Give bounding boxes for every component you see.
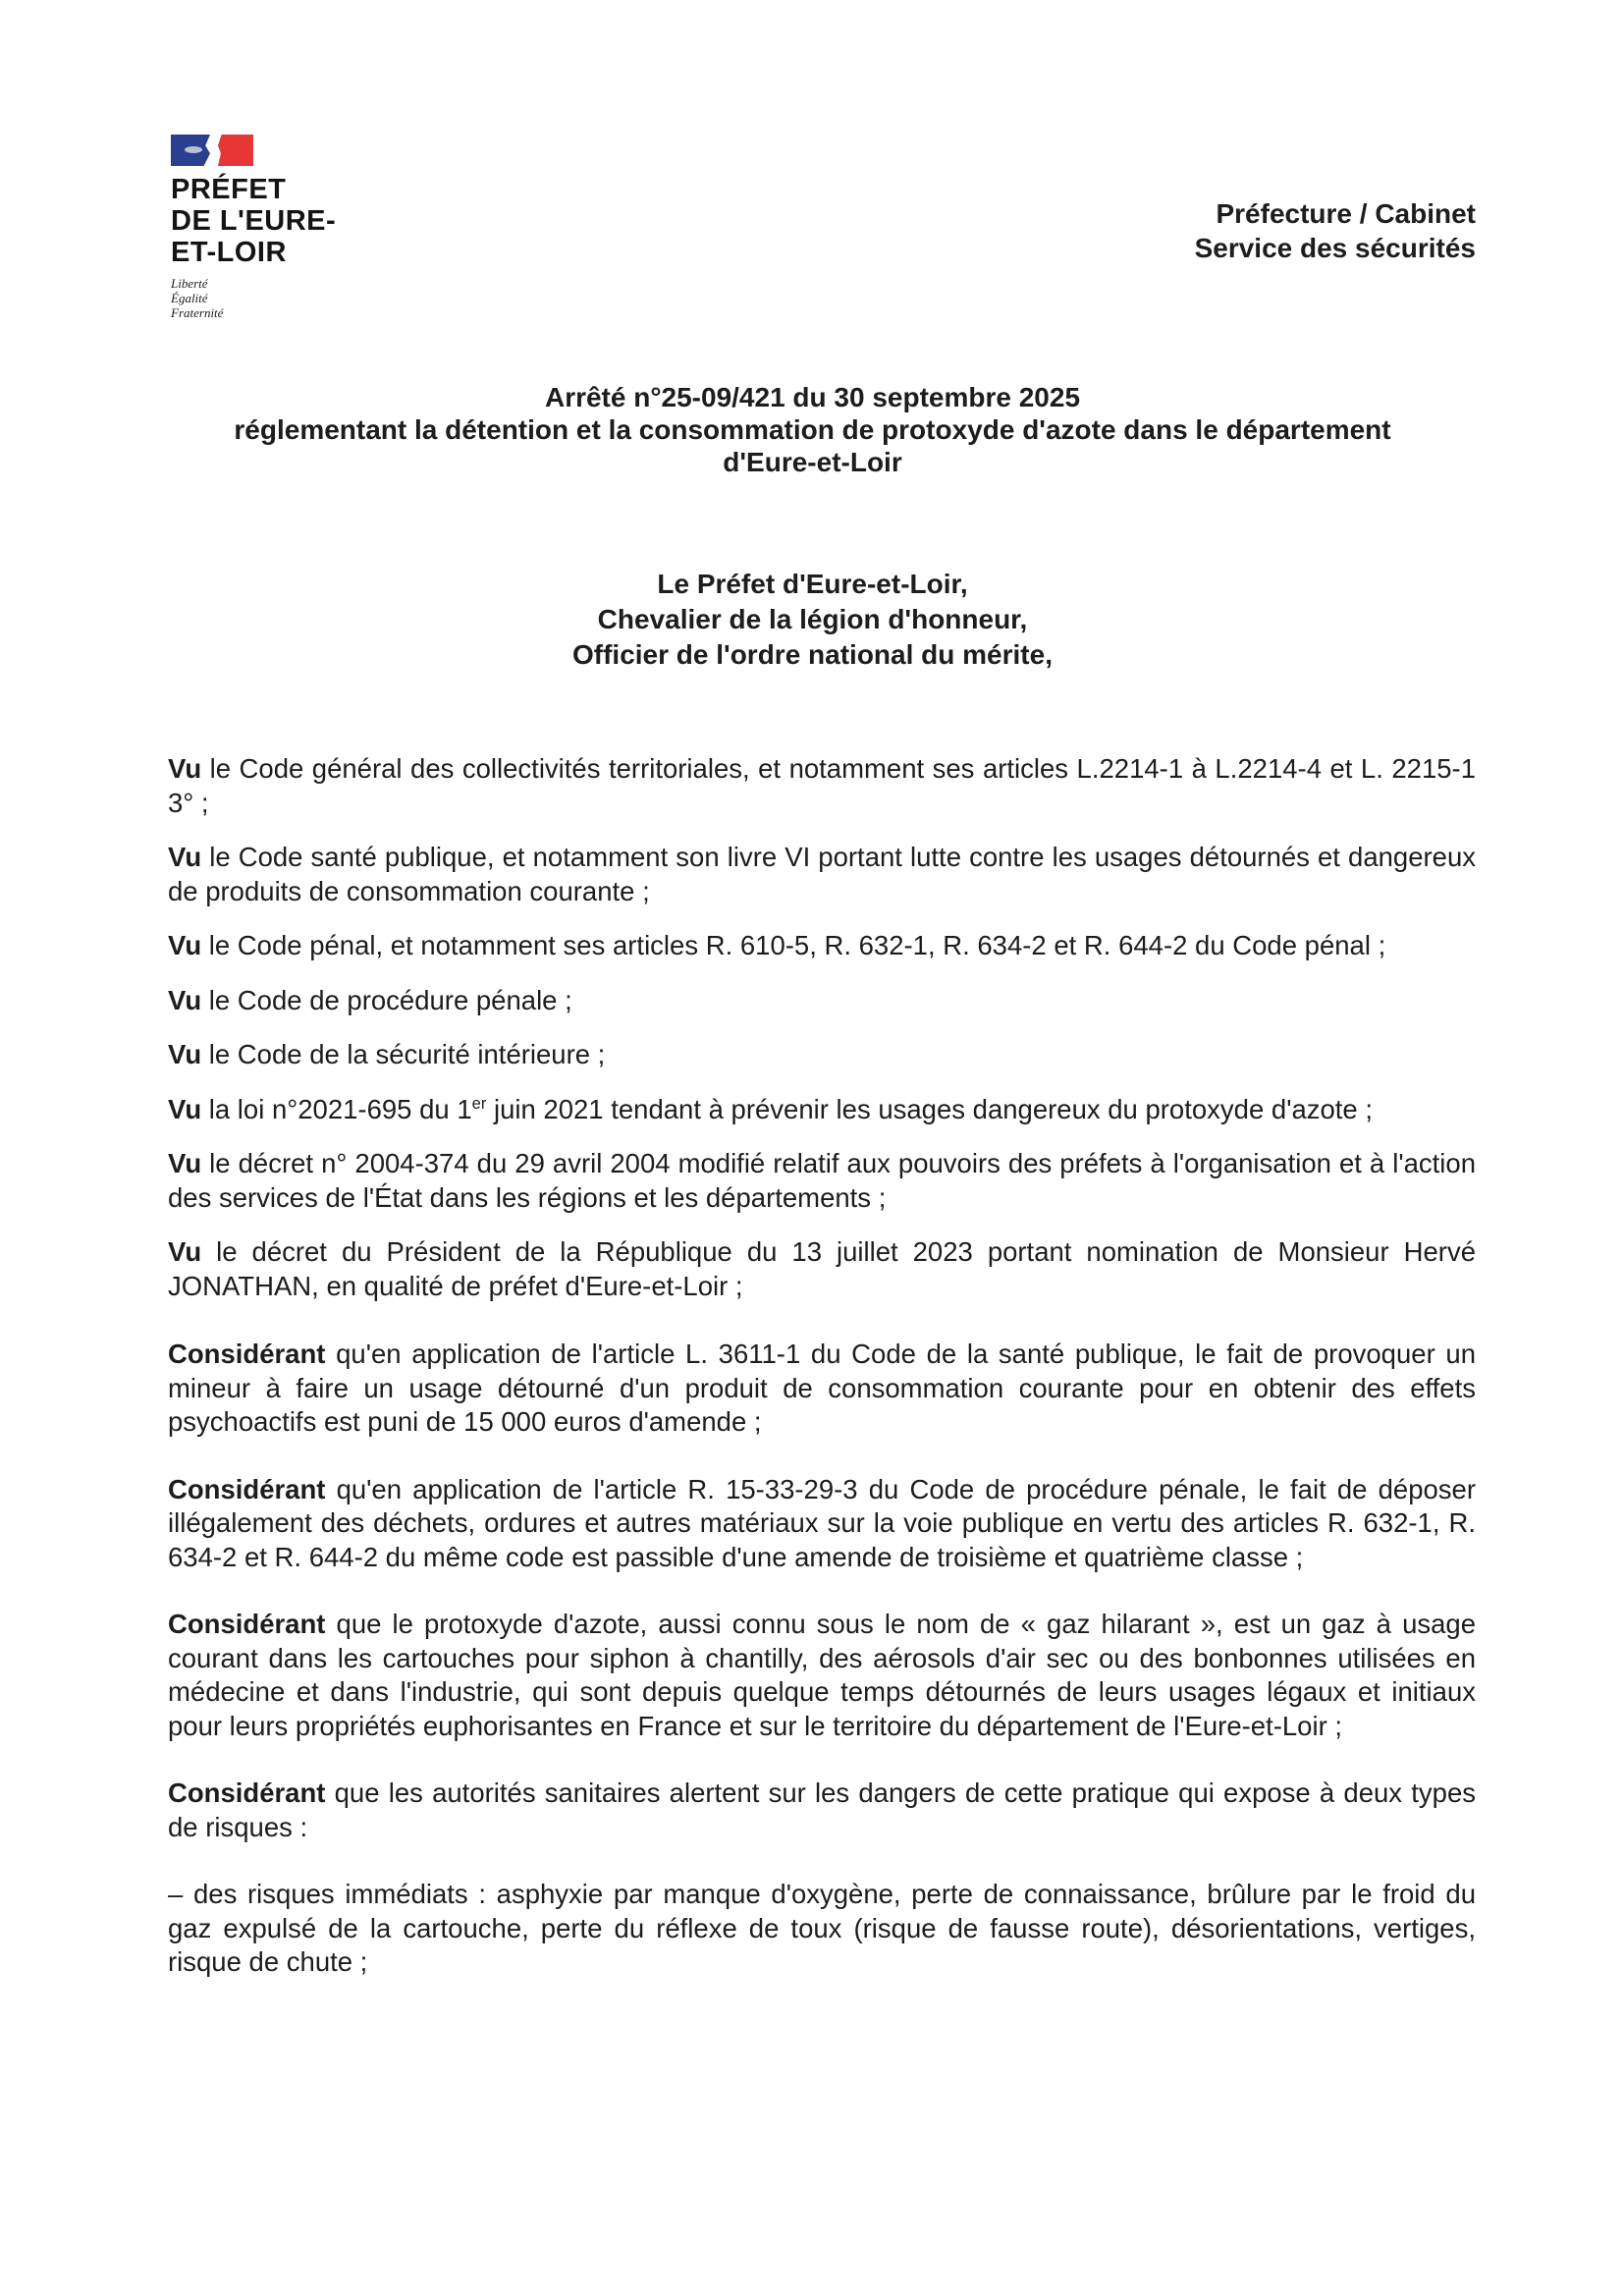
considerant-text: qu'en application de l'article R. 15-33-29-3 du Code de procédure pénale, le fait de déposer illégalement des déchets, ordures et autres matériaux sur la voie publique en vertu des articles R. 632-1, R. 634-2 et R. 644-2 du même code est passible d'une amende de troisième et quatrième classe ; bbox=[168, 1473, 1476, 1572]
prefecture-name-line: DE L'EURE- bbox=[171, 205, 337, 237]
authority-block bbox=[147, 567, 1478, 673]
motto-line: Égalité bbox=[171, 291, 208, 305]
considerant-text: qu'en application de l'article L. 3611-1 du Code de la santé publique, le fait de provoquer un mineur à faire un usage détourné d'un produit de consommation courante pour en obtenir des effets psychoactifs est puni de 15 000 euros d'amende ; bbox=[168, 1339, 1476, 1437]
authority-line: Le Préfet d'Eure-et-Loir, bbox=[657, 569, 968, 599]
visa-text: le Code de la sécurité intérieure ; bbox=[201, 1039, 606, 1069]
visa-text: la loi n°2021-695 du 1 bbox=[201, 1093, 472, 1124]
prefecture-name-line: ET-LOIR bbox=[171, 237, 287, 268]
considerant-paragraph bbox=[168, 1608, 1476, 1743]
visa-lead: Vu bbox=[168, 1236, 202, 1267]
visa-paragraph bbox=[168, 984, 1476, 1018]
decree-title bbox=[147, 381, 1478, 478]
visa-paragraph bbox=[168, 1093, 1476, 1127]
marianne-logo-block bbox=[171, 135, 387, 320]
flag-red-stripe bbox=[218, 135, 253, 166]
visa-text: le Code de procédure pénale ; bbox=[201, 984, 572, 1015]
authority-line: Chevalier de la légion d'honneur, bbox=[597, 604, 1028, 634]
visa-text: le Code santé publique, et notamment son livre VI portant lutte contre les usages détournés et dangereux de produits de consommation courante ; bbox=[168, 842, 1476, 906]
decree-subject: réglementant la détention et la consommation de protoxyde d'azote dans le département bbox=[234, 414, 1391, 445]
visa-text: le Code général des collectivités territoriales, et notamment ses articles L.2214-1 à L.2214-4 et L. 2215-1 3° ; bbox=[168, 753, 1476, 818]
decree-number-date: Arrêté n°25-09/421 du 30 septembre 2025 bbox=[544, 382, 1081, 412]
considerant-lead: Considérant bbox=[168, 1473, 326, 1504]
marianne-flag-icon bbox=[171, 135, 253, 166]
visa-paragraph bbox=[168, 929, 1476, 963]
visa-text: le décret n° 2004-374 du 29 avril 2004 modifié relatif aux pouvoirs des préfets à l'organisation et à l'action des services de l'État dans les régions et les départements ; bbox=[168, 1148, 1476, 1213]
considerant-paragraph bbox=[168, 1338, 1476, 1440]
motto-line: Liberté bbox=[171, 276, 208, 291]
visa-lead: Vu bbox=[168, 930, 202, 960]
issuing-service bbox=[1195, 196, 1476, 265]
considerant-lead: Considérant bbox=[168, 1777, 326, 1808]
visa-text: le décret du Président de la République du 13 juillet 2023 portant nomination de Monsieur Hervé JONATHAN, en qualité de préfet d'Eure-et-Loir ; bbox=[168, 1236, 1476, 1301]
visa-lead: Vu bbox=[168, 753, 202, 784]
service-line-cabinet: Préfecture / Cabinet bbox=[1216, 198, 1476, 229]
visa-paragraph bbox=[168, 841, 1476, 908]
flag-blue-stripe bbox=[171, 135, 210, 166]
visa-text: juin 2021 tendant à prévenir les usages dangereux du protoxyde d'azote ; bbox=[486, 1093, 1373, 1124]
motto-line: Fraternité bbox=[171, 305, 224, 320]
visa-text: le Code pénal, et notamment ses articles R. 610-5, R. 632-1, R. 634-2 et R. 644-2 du Code pénal ; bbox=[201, 930, 1386, 960]
visa-lead: Vu bbox=[168, 842, 202, 872]
prefecture-name bbox=[171, 174, 387, 268]
prefecture-name-line: PRÉFET bbox=[171, 174, 287, 205]
considerant-paragraph bbox=[168, 1777, 1476, 1844]
visa-paragraph bbox=[168, 1147, 1476, 1215]
authority-line: Officier de l'ordre national du mérite, bbox=[572, 639, 1053, 670]
risk-text: – des risques immédiats : asphyxie par manque d'oxygène, perte de connaissance, brûlure par le froid du gaz expulsé de la cartouche, perte du réflexe de toux (risque de fausse route), désorientations, vertiges, risque de chute ; bbox=[168, 1879, 1476, 1977]
ordinal-superscript: er bbox=[471, 1094, 487, 1113]
risk-list-item bbox=[168, 1878, 1476, 1980]
service-line-securites: Service des sécurités bbox=[1194, 233, 1476, 263]
visa-paragraph bbox=[168, 1038, 1476, 1072]
visa-lead: Vu bbox=[168, 1039, 202, 1069]
visa-lead: Vu bbox=[168, 1148, 202, 1178]
decree-subject-continued: d'Eure-et-Loir bbox=[723, 447, 902, 477]
considerant-paragraph bbox=[168, 1473, 1476, 1575]
visa-lead: Vu bbox=[168, 1093, 202, 1124]
republic-motto bbox=[171, 276, 387, 320]
considerant-lead: Considérant bbox=[168, 1339, 326, 1369]
considerant-text: que les autorités sanitaires alertent sur les dangers de cette pratique qui expose à deux types de risques : bbox=[168, 1777, 1476, 1842]
considerant-text: que le protoxyde d'azote, aussi connu sous le nom de « gaz hilarant », est un gaz à usage courant dans les cartouches pour siphon à chantilly, des aérosols d'air sec ou des bonbonnes utilisées en médecine et dans l'industrie, qui sont depuis quelque temps détournés de leurs usages légaux et initiaux pour leurs propriétés euphorisantes en France et sur le territoire du département de l'Eure-et-Loir ; bbox=[168, 1609, 1476, 1741]
considerant-lead: Considérant bbox=[168, 1609, 326, 1639]
decree-body bbox=[168, 752, 1476, 2013]
visa-paragraph bbox=[168, 1235, 1476, 1303]
visa-paragraph bbox=[168, 752, 1476, 820]
visa-lead: Vu bbox=[168, 984, 202, 1015]
